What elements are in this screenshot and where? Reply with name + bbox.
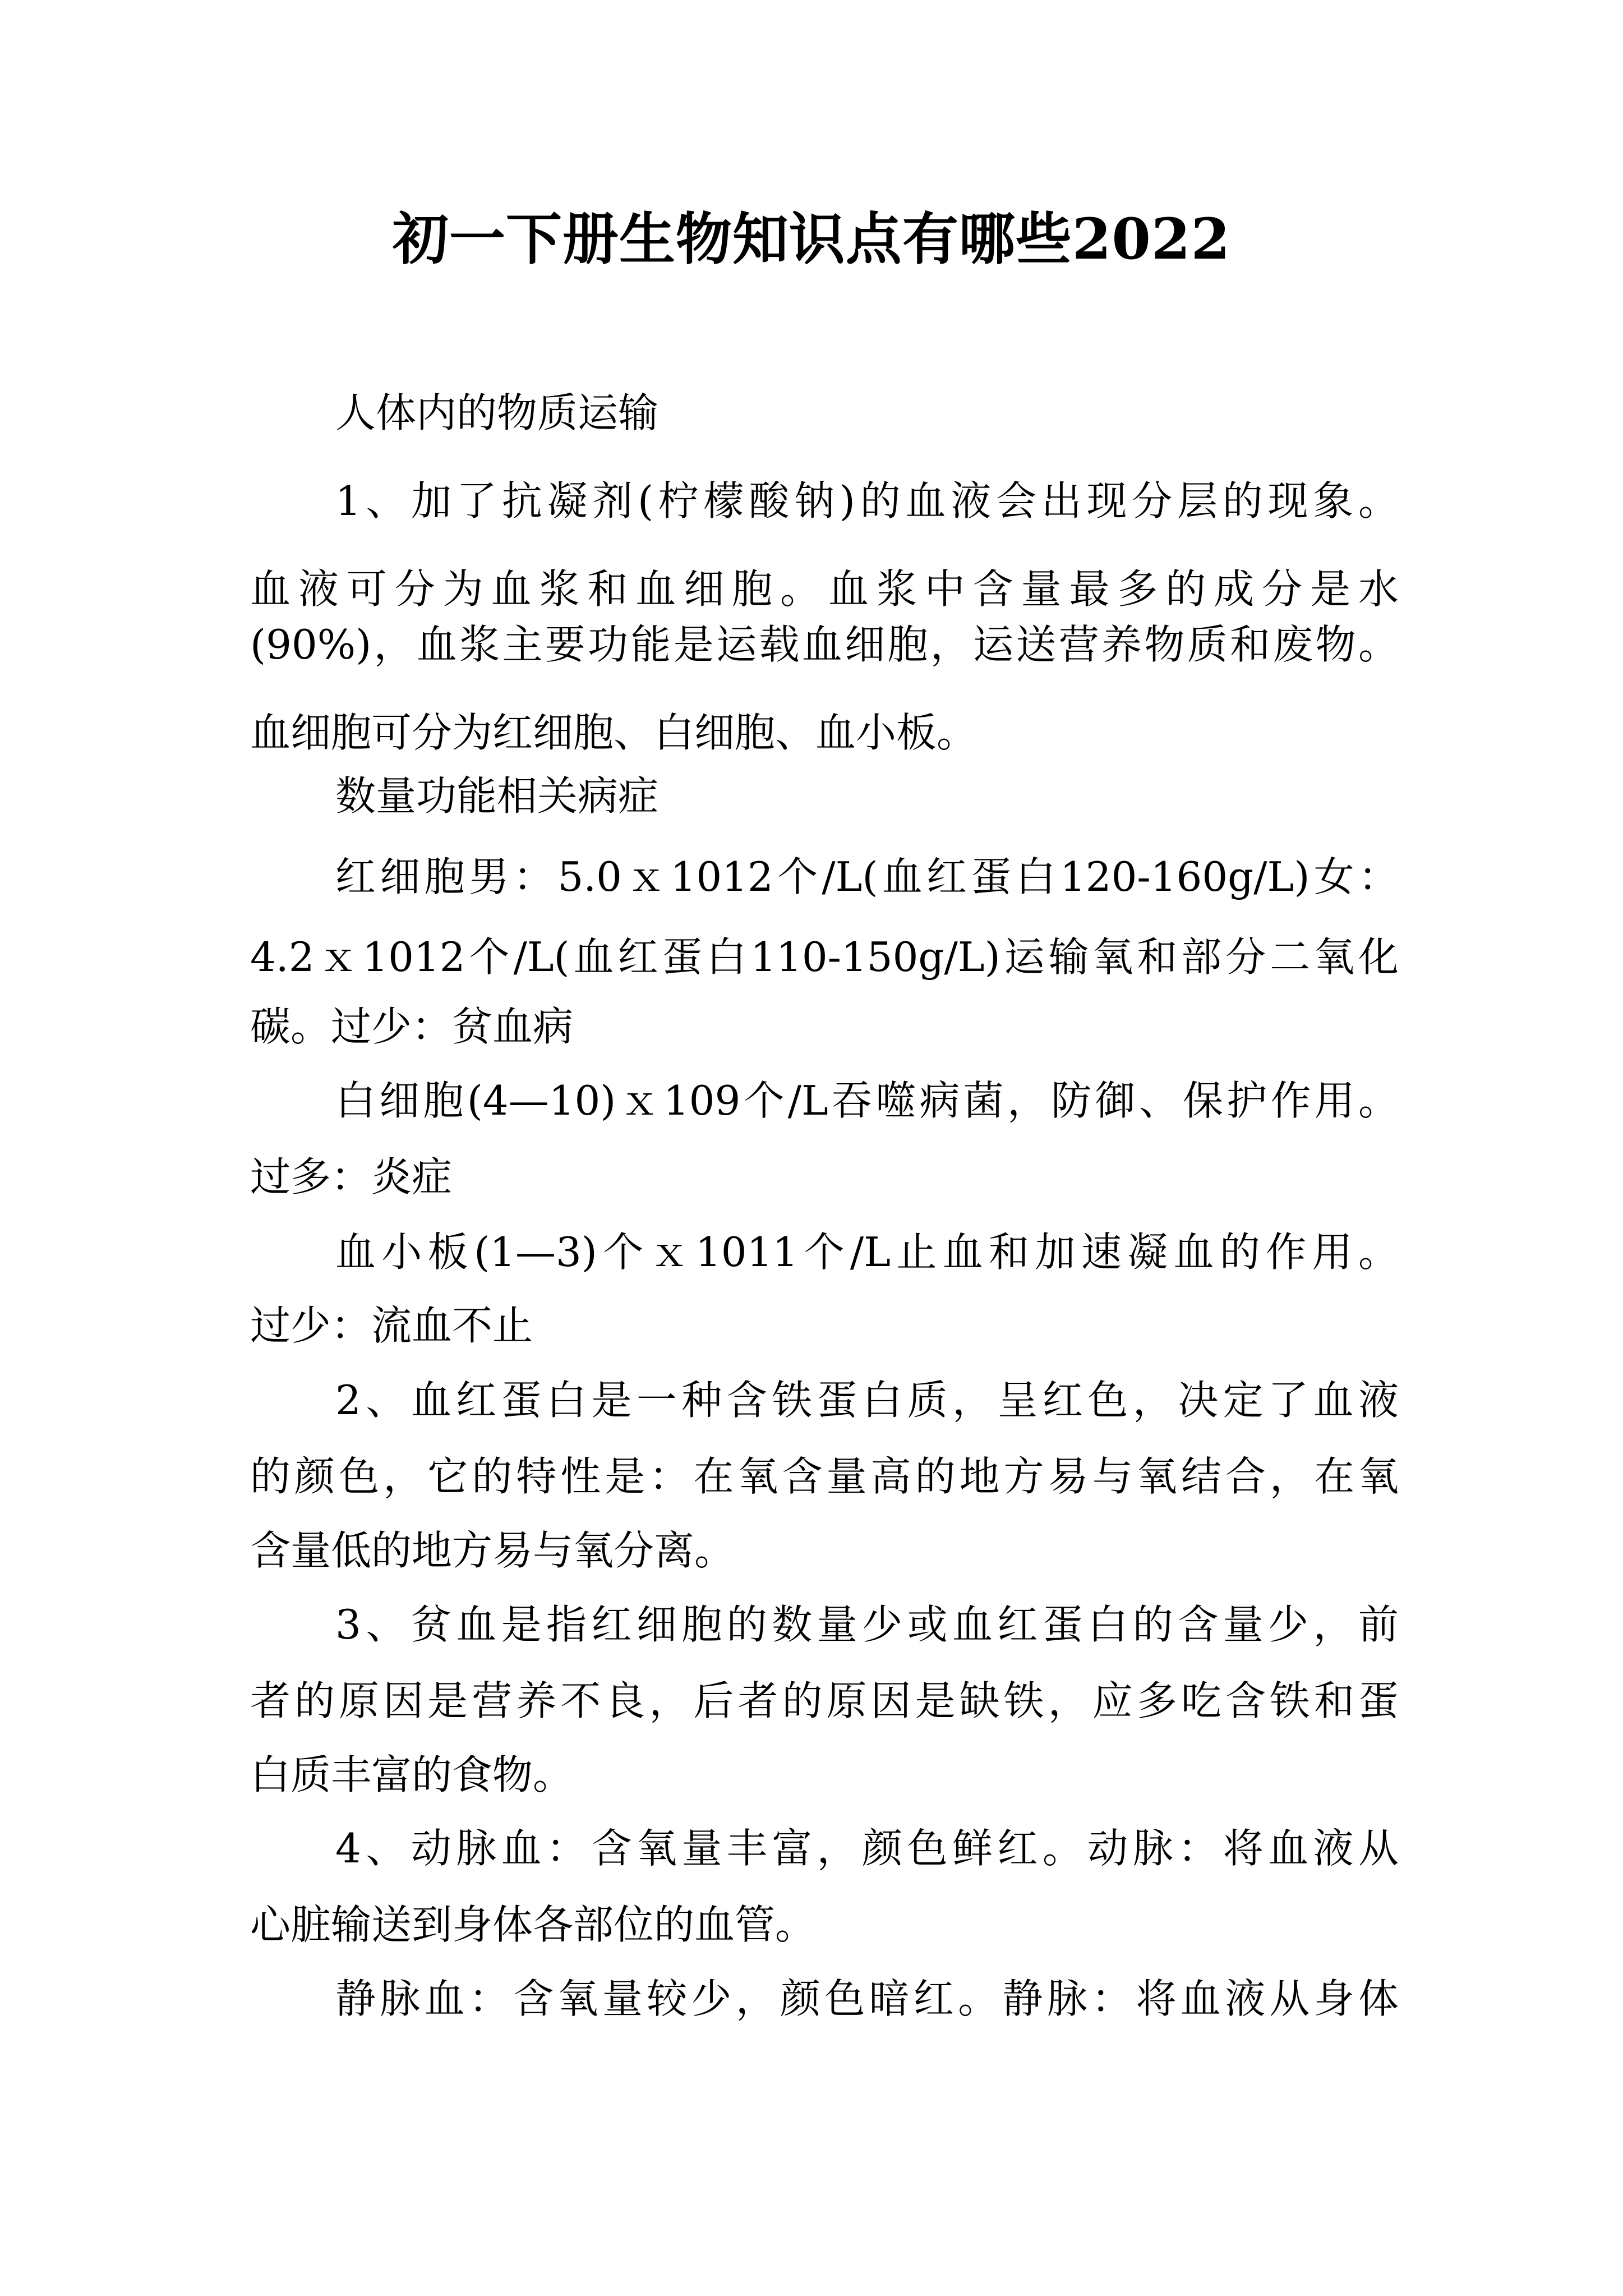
body-line: 3、贫血是指红细胞的数量少或血红蛋白的含量少，前 (335, 1601, 1399, 1648)
body-line: 碳。过少：贫血病 (250, 1003, 574, 1050)
body-line: 4.2ｘ1012个/L(血红蛋白110-150g/L)运输氧和部分二氧化 (250, 933, 1399, 981)
body-line: 白质丰富的食物。 (250, 1751, 574, 1798)
body-line: 心脏输送到身体各部位的血管。 (250, 1901, 816, 1948)
body-line: 静脉血：含氧量较少，颜色暗红。静脉：将血液从身体 (335, 1975, 1399, 2022)
body-line: 的颜色，它的特性是：在氧含量高的地方易与氧结合，在氧 (250, 1453, 1399, 1500)
body-line: 含量低的地方易与氧分离。 (250, 1527, 735, 1574)
body-line: 血细胞可分为红细胞、白细胞、血小板。 (250, 709, 978, 756)
body-line: (90%)，血浆主要功能是运载血细胞，运送营养物质和废物。 (250, 621, 1399, 668)
body-line: 2、血红蛋白是一种含铁蛋白质，呈红色，决定了血液 (335, 1377, 1399, 1424)
body-line: 数量功能相关病症 (335, 772, 659, 820)
body-line: 人体内的物质运输 (335, 389, 659, 436)
body-line: 血小板(1—3)个ｘ1011个/L止血和加速凝血的作用。 (335, 1228, 1399, 1276)
body-line: 红细胞男：5.0ｘ1012个/L(血红蛋白120-160g/L)女： (335, 853, 1399, 900)
body-line: 1、加了抗凝剂(柠檬酸钠)的血液会出现分层的现象。 (335, 477, 1399, 524)
body-line: 白细胞(4—10)ｘ109个/L吞噬病菌，防御、保护作用。 (335, 1077, 1399, 1124)
body-line: 血液可分为血浆和血细胞。血浆中含量最多的成分是水 (250, 565, 1399, 613)
body-line: 过少：流血不止 (250, 1302, 533, 1349)
document-title: 初一下册生物知识点有哪些2022 (392, 206, 1231, 272)
body-line: 过多：炎症 (250, 1153, 453, 1200)
body-line: 者的原因是营养不良，后者的原因是缺铁，应多吃含铁和蛋 (250, 1677, 1399, 1724)
body-line: 4、动脉血：含氧量丰富，颜色鲜红。动脉：将血液从 (335, 1825, 1399, 1872)
